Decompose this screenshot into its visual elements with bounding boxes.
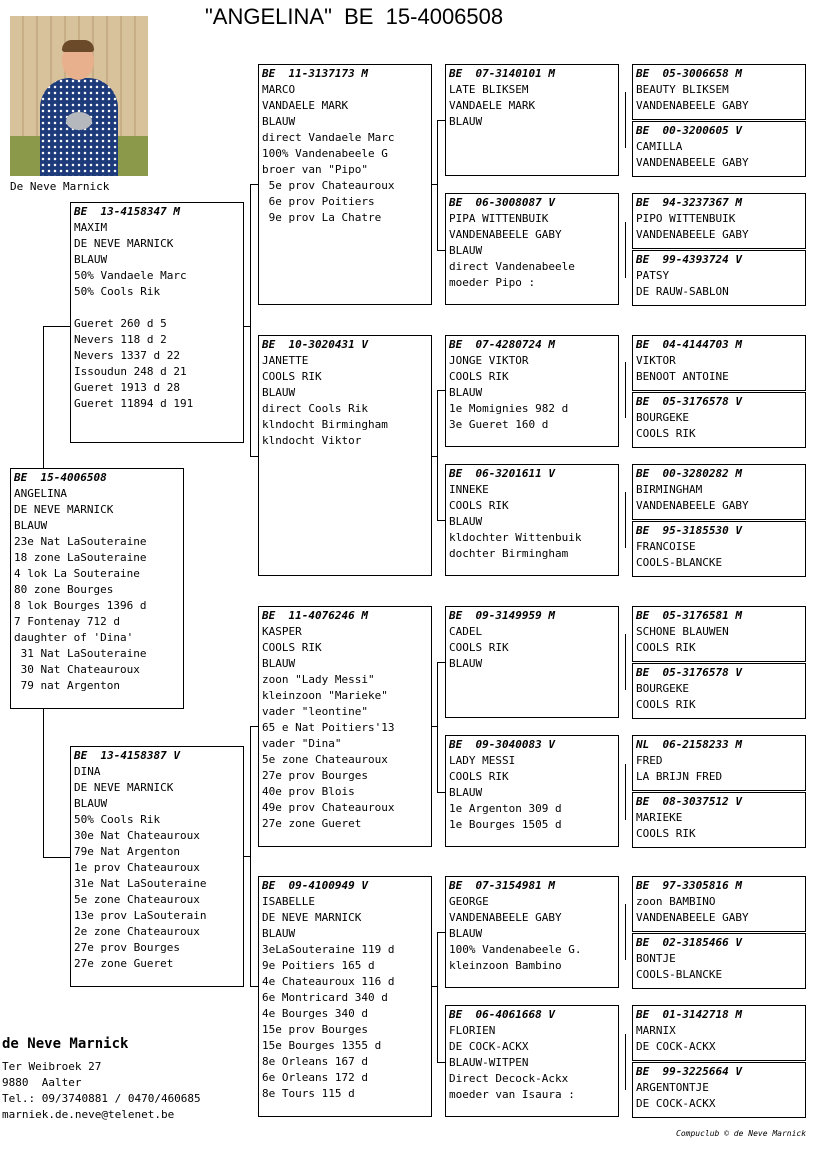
pedigree-line: zoon "Lady Messi" [262,673,375,686]
pedigree-line: DE COCK-ACKX [636,1040,716,1053]
ring-number: NL 06-2158233 M [636,738,742,751]
pedigree-line: BLAUW [74,797,108,810]
pedigree-card-gen4-14 [632,933,806,989]
connector [625,92,626,148]
pedigree-line: COOLS-BLANCKE [636,968,723,981]
pedigree-line: 1e Momignies 982 d [449,402,569,415]
breeder-city: 9880 Aalter [2,1076,82,1089]
connector [250,726,251,856]
pedigree-line: VANDENABEELE GABY [636,228,749,241]
pedigree-line: 1e Bourges 1505 d [449,818,562,831]
pedigree-line: 6e Montricard 340 d [262,991,388,1004]
pedigree-card-gen4-9 [632,606,806,662]
connector [437,662,438,792]
ring-number: BE 00-3280282 M [636,467,742,480]
connector [250,184,258,185]
pigeon-name: JONGE VIKTOR [449,354,529,367]
pedigree-line: VANDENABEELE GABY [449,911,562,924]
pedigree-line: DE RAUW-SABLON [636,285,729,298]
pedigree-line: 27e zone Gueret [74,957,174,970]
connector [625,362,626,418]
pedigree-line: BLAUW [449,786,483,799]
ring-number: BE 09-3149959 M [449,609,555,622]
pedigree-line: COOLS RIK [636,827,696,840]
pigeon-name: FLORIEN [449,1024,496,1037]
connector [625,1034,626,1090]
pedigree-line: BLAUW [14,519,48,532]
ring-number: BE 06-4061668 V [449,1008,555,1021]
pigeon-name: PATSY [636,269,670,282]
ring-number: BE 06-3201611 V [449,467,555,480]
pedigree-line: DE NEVE MARNICK [14,503,114,516]
pedigree-card-sire-sire [258,64,432,305]
pigeon-name: BONTJE [636,952,676,965]
pigeon-name: ANGELINA [14,487,67,500]
pigeon-name: BOURGEKE [636,682,689,695]
pedigree-card-gen4-2 [632,121,806,177]
pedigree-line: 5e zone Chateauroux [262,753,388,766]
pedigree-line: 40e prov Blois [262,785,355,798]
pedigree-line: COOLS RIK [449,641,509,654]
connector [43,326,44,468]
pedigree-line: DE NEVE MARNICK [74,781,174,794]
pedigree-line: 6e prov Poitiers [262,195,375,208]
pedigree-card-gen4-10 [632,663,806,719]
pedigree-line: 80 zone Bourges [14,583,114,596]
ring-number: BE 94-3237367 M [636,196,742,209]
pedigree-line: 18 zone LaSouteraine [14,551,147,564]
pedigree-line: VANDENABEELE GABY [636,156,749,169]
pedigree-card-sss [445,64,619,176]
pedigree-line: BLAUW [449,657,483,670]
pigeon-name: VIKTOR [636,354,676,367]
pedigree-line: 3e Gueret 160 d [449,418,549,431]
breeder-email[interactable]: marniek.de.neve@telenet.be [2,1108,175,1121]
pedigree-line: 31e Nat LaSouteraine [74,877,207,890]
pedigree-line: 8 lok Bourges 1396 d [14,599,147,612]
pedigree-line: COOLS RIK [636,698,696,711]
pedigree-card-gen4-16 [632,1062,806,1118]
pedigree-line: klndocht Viktor [262,434,362,447]
ring-number: BE 05-3176578 V [636,666,742,679]
pedigree-line: Gueret 11894 d 191 [74,397,194,410]
connector [625,764,626,820]
pedigree-line: VANDENABEELE GABY [636,99,749,112]
ring-number: BE 11-4076246 M [262,609,368,622]
pigeon-name: SCHONE BLAUWEN [636,625,729,638]
pigeon-name: MARNIX [636,1024,676,1037]
pedigree-line: BLAUW [262,115,296,128]
pedigree-card-gen4-5 [632,335,806,391]
ring-number: BE 05-3176581 M [636,609,742,622]
pedigree-line: 8e Orleans 167 d [262,1055,368,1068]
pedigree-line: VANDENABEELE GABY [636,499,749,512]
breeder-name: de Neve Marnick [2,1036,129,1052]
pedigree-line: moeder Pipo : [449,276,536,289]
pedigree-card-gen4-11 [632,735,806,791]
ring-number: BE 97-3305816 M [636,879,742,892]
connector [437,1062,445,1063]
pigeon-name: MARIEKE [636,811,683,824]
connector [437,390,438,520]
pedigree-line: 15e Bourges 1355 d [262,1039,382,1052]
pedigree-line: DE NEVE MARNICK [262,911,362,924]
pigeon-name: CADEL [449,625,483,638]
pedigree-line: DE COCK-ACKX [449,1040,529,1053]
pigeon-name: LADY MESSI [449,754,516,767]
ring-number: BE 04-4144703 M [636,338,742,351]
ring-number: BE 13-4158347 M [74,205,180,218]
pedigree-line: 27e prov Bourges [74,941,180,954]
pigeon-name: ISABELLE [262,895,315,908]
ring-number: BE 09-3040083 V [449,738,555,751]
pedigree-card-ddd [445,1005,619,1117]
pedigree-card-sire-dam [258,335,432,576]
pedigree-card-gen4-8 [632,521,806,577]
pigeon-name: INNEKE [449,483,489,496]
pedigree-line: 30e Nat Chateauroux [74,829,200,842]
pedigree-line: kleinzoon Bambino [449,959,562,972]
connector [437,932,438,1062]
pigeon-name: BEAUTY BLIKSEM [636,83,729,96]
pedigree-line: VANDENABEELE GABY [636,911,749,924]
pedigree-card-dam [70,746,244,987]
pedigree-line: VANDAELE MARK [262,99,349,112]
connector [243,856,250,857]
connector [43,326,70,327]
pedigree-line: 23e Nat LaSouteraine [14,535,147,548]
ring-number: BE 99-3225664 V [636,1065,742,1078]
pigeon-name: GEORGE [449,895,489,908]
pedigree-line: COOLS RIK [636,427,696,440]
connector [243,326,250,327]
pigeon-name: PIPA WITTENBUIK [449,212,549,225]
pedigree-line: COOLS RIK [449,499,509,512]
pedigree-line: Gueret 1913 d 28 [74,381,180,394]
connector [625,904,626,960]
pedigree-line: 27e zone Gueret [262,817,362,830]
pedigree-line: broer van "Pipo" [262,163,368,176]
ring-number: BE 95-3185530 V [636,524,742,537]
pedigree-line: kldochter Wittenbuik [449,531,582,544]
ring-number: BE 05-3176578 V [636,395,742,408]
blank-line [74,300,240,316]
pedigree-line: kleinzoon "Marieke" [262,689,388,702]
pedigree-card-gen4-1 [632,64,806,120]
pedigree-line: 31 Nat LaSouteraine [14,647,147,660]
connector [437,250,445,251]
connector [250,726,258,727]
connector [250,184,251,326]
pedigree-line: 100% Vandenabeele G [262,147,388,160]
ring-number: BE 07-4280724 M [449,338,555,351]
connector [43,709,44,857]
pedigree-line: 2e zone Chateauroux [74,925,200,938]
pedigree-card-gen4-13 [632,876,806,932]
pedigree-line: 8e Tours 115 d [262,1087,355,1100]
connector [625,492,626,548]
ring-number: BE 07-3154981 M [449,879,555,892]
pigeon-name: KASPER [262,625,302,638]
photo-caption: De Neve Marnick [10,180,110,193]
pigeon-name: JANETTE [262,354,309,367]
pedigree-line: 6e Orleans 172 d [262,1071,368,1084]
page-title: "ANGELINA" BE 15-4006508 [205,4,504,29]
pedigree-line: VANDAELE MARK [449,99,536,112]
pedigree-line: DE COCK-ACKX [636,1097,716,1110]
pedigree-line: 50% Cools Rik [74,813,161,826]
pedigree-line: 27e prov Bourges [262,769,368,782]
pigeon-name: ARGENTONTJE [636,1081,709,1094]
connector [437,120,438,250]
ring-number: BE 01-3142718 M [636,1008,742,1021]
pedigree-line: BLAUW [449,386,483,399]
pedigree-line: 30 Nat Chateauroux [14,663,140,676]
pedigree-line: dochter Birmingham [449,547,569,560]
pedigree-line: BLAUW [74,253,108,266]
connector [250,856,251,986]
pedigree-card-dds [445,876,619,988]
pedigree-line: COOLS RIK [449,370,509,383]
ring-number: BE 13-4158387 V [74,749,180,762]
pedigree-line: LA BRIJN FRED [636,770,723,783]
pedigree-line: COOLS RIK [636,641,696,654]
pigeon-name: PIPO WITTENBUIK [636,212,736,225]
pedigree-line: DE NEVE MARNICK [74,237,174,250]
ring-number: BE 00-3200605 V [636,124,742,137]
pedigree-card-gen4-12 [632,792,806,848]
pedigree-card-gen4-15 [632,1005,806,1061]
pedigree-line: 3eLaSouteraine 119 d [262,943,395,956]
pedigree-line: 1e prov Chateauroux [74,861,200,874]
pedigree-line: Direct Decock-Ackx [449,1072,569,1085]
connector [437,390,445,391]
pedigree-card-sds [445,335,619,447]
connector [250,326,251,456]
pedigree-line: direct Cools Rik [262,402,368,415]
pedigree-card-gen4-7 [632,464,806,520]
pedigree-card-subject [10,468,184,709]
ring-number: BE 09-4100949 V [262,879,368,892]
pedigree-line: 15e prov Bourges [262,1023,368,1036]
connector [250,456,258,457]
pigeon-name: BOURGEKE [636,411,689,424]
pedigree-line: 4e Chateauroux 116 d [262,975,395,988]
pedigree-line: BLAUW [449,927,483,940]
pigeon-name: zoon BAMBINO [636,895,716,908]
pigeon-name: MAXIM [74,221,108,234]
pigeon-name: CAMILLA [636,140,683,153]
pedigree-line: 4e Bourges 340 d [262,1007,368,1020]
pedigree-line: BENOOT ANTOINE [636,370,729,383]
pedigree-line: 9e Poitiers 165 d [262,959,375,972]
pedigree-line: 65 e Nat Poitiers'13 [262,721,395,734]
ring-number: BE 06-3008087 V [449,196,555,209]
pedigree-line: BLAUW [262,386,296,399]
pedigree-card-dam-sire [258,606,432,847]
connector [437,520,445,521]
pedigree-line: COOLS RIK [262,641,322,654]
pedigree-card-gen4-4 [632,250,806,306]
pedigree-card-sdd [445,464,619,576]
breeder-street: Ter Weibroek 27 [2,1060,102,1073]
pedigree-line: 49e prov Chateauroux [262,801,395,814]
connector [437,120,445,121]
pedigree-line: vader "leontine" [262,705,368,718]
pedigree-line: 79e Nat Argenton [74,845,180,858]
connector [437,792,445,793]
ring-number: BE 05-3006658 M [636,67,742,80]
connector [250,986,258,987]
pedigree-line: BLAUW [449,515,483,528]
pedigree-line: 50% Cools Rik [74,285,161,298]
pedigree-line: BLAUW [449,115,483,128]
pedigree-line: Gueret 260 d 5 [74,317,167,330]
pedigree-line: 79 nat Argenton [14,679,120,692]
pedigree-card-dam-dam [258,876,432,1117]
pedigree-line: moeder van Isaura : [449,1088,575,1101]
pigeon-name: LATE BLIKSEM [449,83,529,96]
pedigree-line: 7 Fontenay 712 d [14,615,120,628]
connector [437,662,445,663]
pedigree-line: BLAUW-WITPEN [449,1056,529,1069]
pedigree-line: vader "Dina" [262,737,342,750]
breeder-photo [10,16,148,176]
ring-number: BE 99-4393724 V [636,253,742,266]
pedigree-line: 50% Vandaele Marc [74,269,187,282]
pedigree-line: 4 lok La Souteraine [14,567,140,580]
pedigree-line: 13e prov LaSouterain [74,909,207,922]
ring-number: BE 02-3185466 V [636,936,742,949]
pedigree-line: VANDENABEELE GABY [449,228,562,241]
connector [625,634,626,690]
pedigree-card-gen4-6 [632,392,806,448]
ring-number: BE 11-3137173 M [262,67,368,80]
connector [437,932,445,933]
pedigree-line: 100% Vandenabeele G. [449,943,582,956]
ring-number: BE 15-4006508 [14,471,107,484]
pedigree-line: COOLS RIK [449,770,509,783]
breeder-phone: Tel.: 09/3740881 / 0470/460685 [2,1092,201,1105]
pedigree-card-ssd [445,193,619,305]
pedigree-card-gen4-3 [632,193,806,249]
pedigree-line: Issoudun 248 d 21 [74,365,187,378]
pedigree-line: 1e Argenton 309 d [449,802,562,815]
pedigree-line: 5e zone Chateauroux [74,893,200,906]
pedigree-line: COOLS RIK [262,370,322,383]
pedigree-line: direct Vandenabeele [449,260,575,273]
pedigree-line: Nevers 118 d 2 [74,333,167,346]
pedigree-line: BLAUW [262,657,296,670]
ring-number: BE 10-3020431 V [262,338,368,351]
pedigree-line: klndocht Birmingham [262,418,388,431]
pigeon-name: MARCO [262,83,296,96]
pedigree-line: 9e prov La Chatre [262,211,382,224]
pedigree-line: 5e prov Chateauroux [262,179,395,192]
software-credit: Compuclub © de Neve Marnick [676,1129,807,1138]
connector [43,857,70,858]
pedigree-line: COOLS-BLANCKE [636,556,723,569]
pigeon-name: DINA [74,765,101,778]
pedigree-line: daughter of 'Dina' [14,631,134,644]
pedigree-card-sire [70,202,244,443]
pedigree-line: direct Vandaele Marc [262,131,395,144]
pigeon-name: FRANCOISE [636,540,696,553]
ring-number: BE 07-3140101 M [449,67,555,80]
ring-number: BE 08-3037512 V [636,795,742,808]
pigeon-name: FRED [636,754,663,767]
connector [625,222,626,278]
pedigree-card-dss [445,606,619,718]
pigeon-name: BIRMINGHAM [636,483,703,496]
pedigree-line: BLAUW [449,244,483,257]
pedigree-line: Nevers 1337 d 22 [74,349,180,362]
pedigree-line: BLAUW [262,927,296,940]
pedigree-card-dsd [445,735,619,847]
